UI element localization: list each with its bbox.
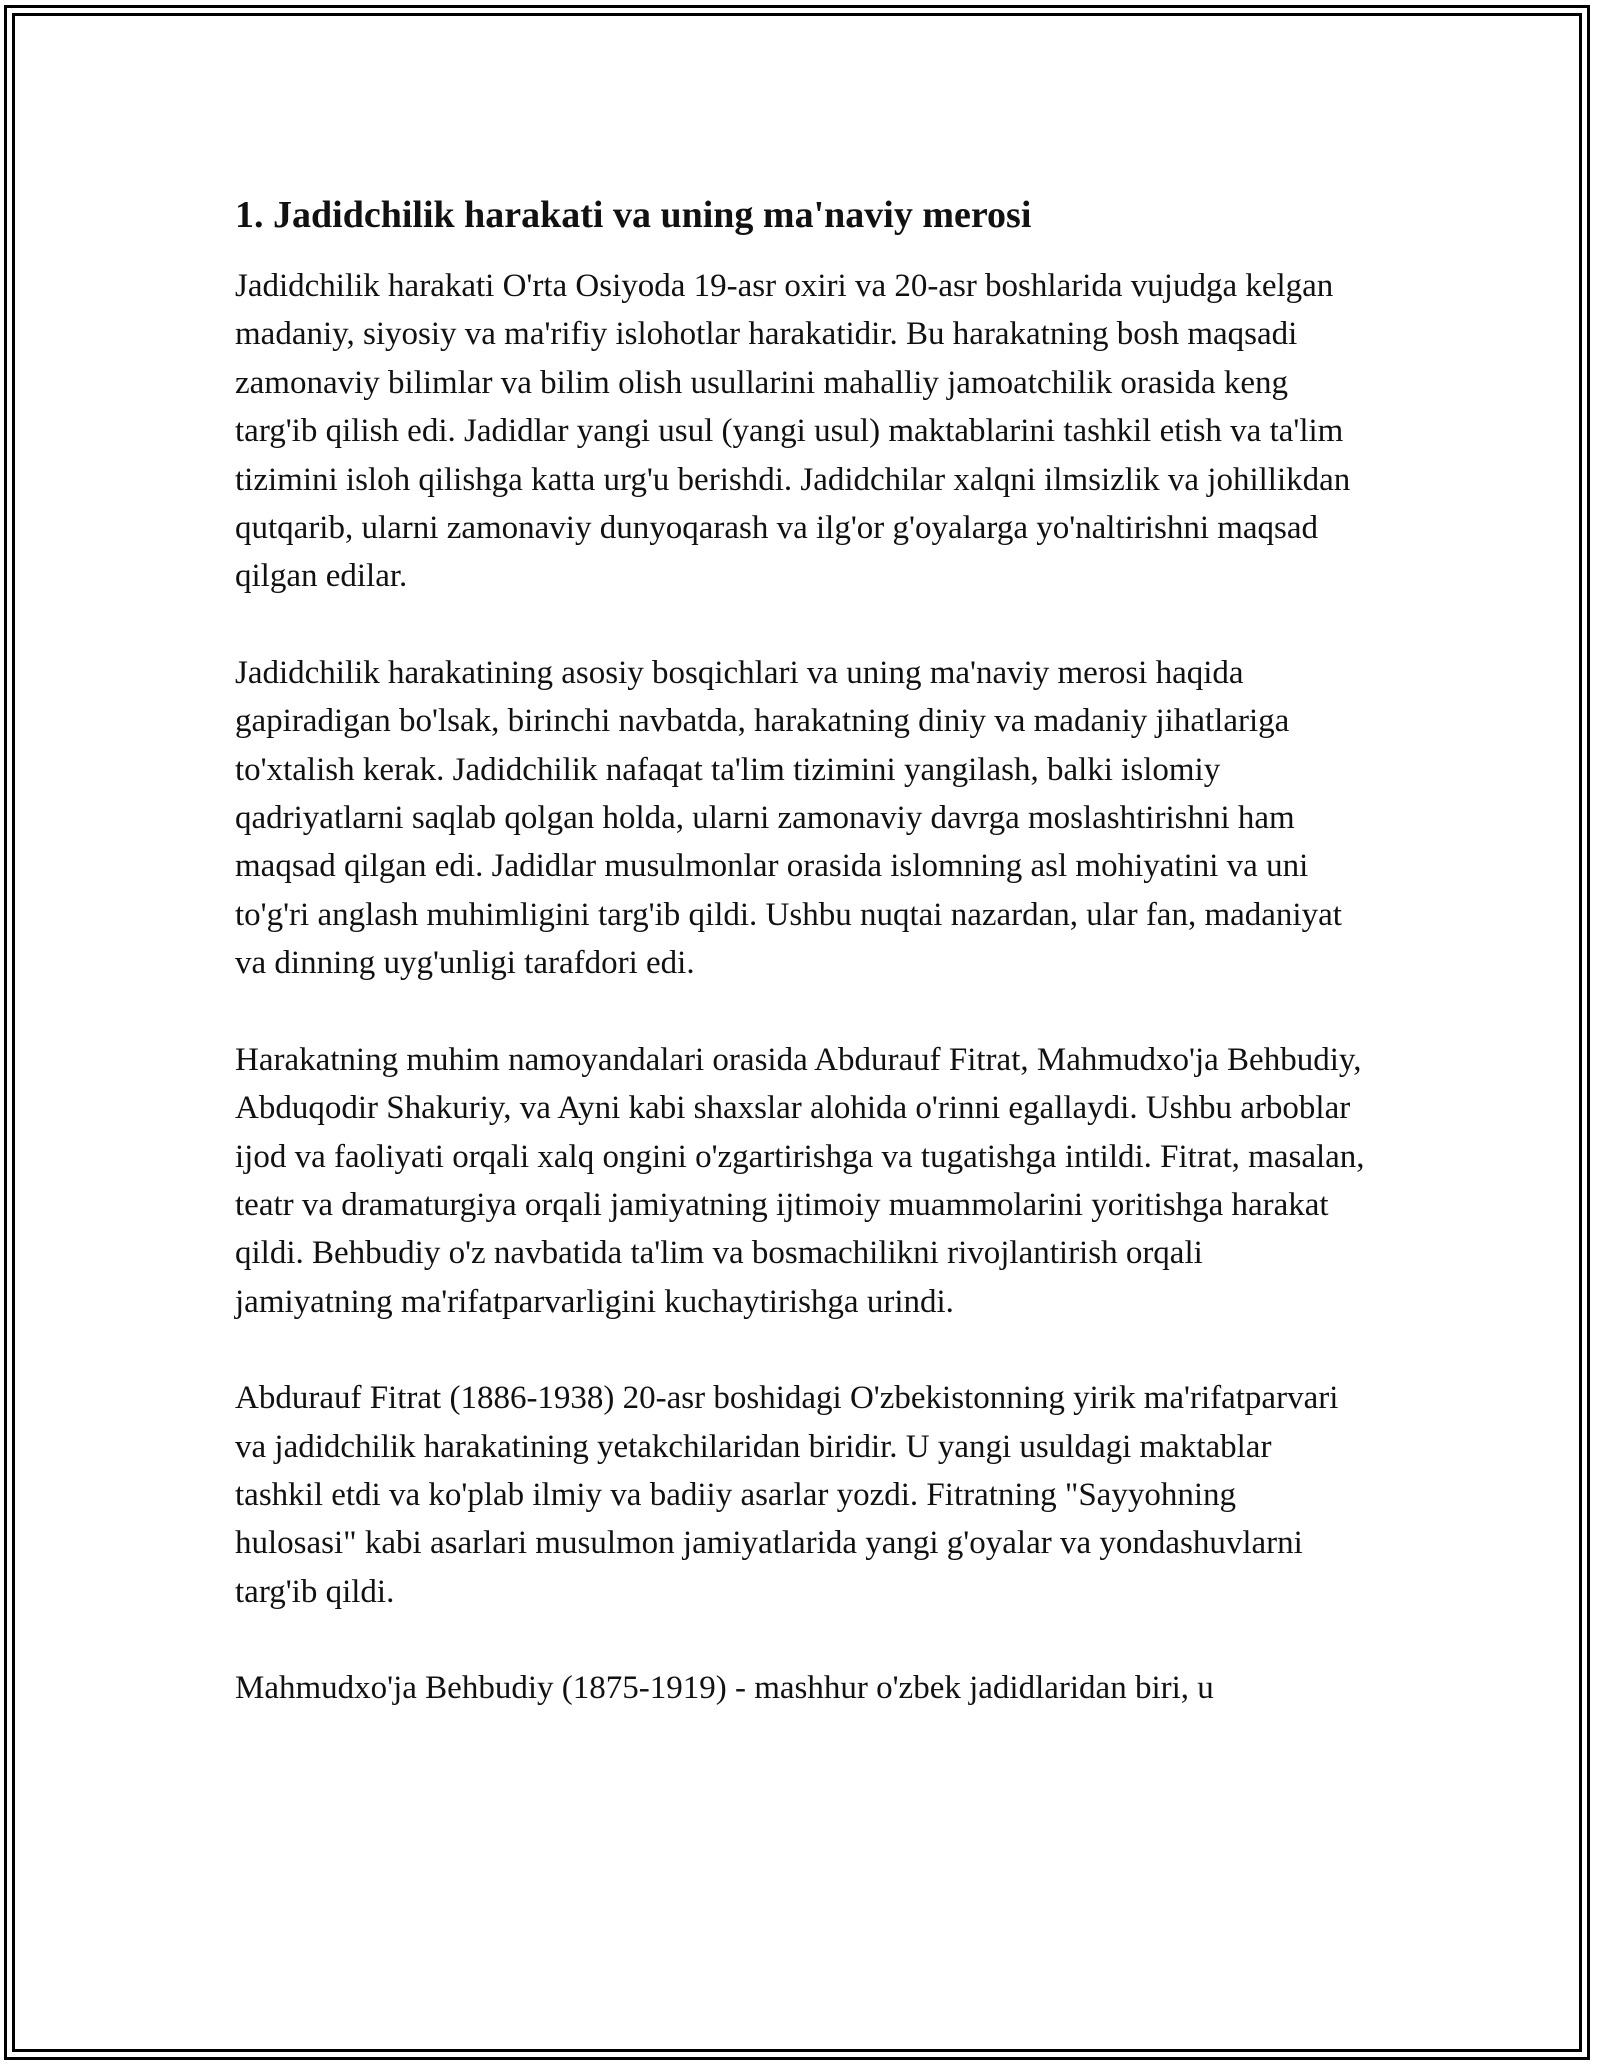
paragraph-intro: Jadidchilik harakati O'rta Osiyoda 19-asr oxiri va 20-asr boshlarida vujudga kelgan madaniy, siyosiy va ma'rifiy islohotlar harakatidir. Bu harakatning bosh maqsadi zamonaviy bilimlar va bilim olish usullarini mahalliy jamoatchilik orasida keng targ'ib qilish edi. Jadidlar yangi usul (yangi usul) maktablarini tashkil etish va ta'lim tizimini isloh qilishga katta urg'u berishdi. Jadidchilar xalqni ilmsizlik va johillikdan qutqarib, ularni zamonaviy dunyoqarash va ilg'or g'oyalarga yo'naltirishni maqsad qilgan edilar. xyxy=(235,268,1351,595)
paragraph-stages: Jadidchilik harakatining asosiy bosqichlari va uning ma'naviy merosi haqida gapiradigan bo'lsak, birinchi navbatda, harakatning diniy va madaniy jihatlariga to'xtalish kerak. Jadidchilik nafaqat ta'lim tizimini yangilash, balki islomiy qadriyatlarni saqlab qolgan holda, ularni zamonaviy davrga moslashtirishni ham maqsad qilgan edi. Jadidlar musulmonlar orasida islomning asl mohiyatini va uni to'g'ri anglash muhimligini targ'ib qildi. Ushbu nuqtai nazardan, ular fan, madaniyat va dinning uyg'unligi tarafdori edi. xyxy=(235,654,1342,982)
paragraph-figures: Harakatning muhim namoyandalari orasida Abdurauf Fitrat, Mahmudxo'ja Behbudiy, Abduqodir Shakuriy, va Ayni kabi shaxslar alohida o'rinni egallaydi. Ushbu arboblar ijod va faoliyati orqali xalq ongini o'zgartirishga va tugatishga intildi. Fitrat, masalan, teatr va dramaturgiya orqali jamiyatning ijtimoiy muammolarini yoritishga harakat qildi. Behbudiy o'z navbatida ta'lim va bosmachilikni rivojlantirish orqali jamiyatning ma'rifatparvarligini kuchaytirishga urindi. xyxy=(235,1041,1365,1320)
paragraph-fitrat: Abdurauf Fitrat (1886-1938) 20-asr boshidagi O'zbekistonning yirik ma'rifatparvari va jadidchilik harakatining yetakchilaridan biridir. U yangi usuldagi maktablar tashkil etdi va ko'plab ilmiy va badiiy asarlar yozdi. Fitratning "Sayyohning hulosasi" kabi asarlari musulmon jamiyatlarida yangi g'oyalar va yondashuvlarni targ'ib qildi. xyxy=(235,1380,1339,1610)
section-heading: 1. Jadidchilik harakati va uning ma'naviy merosi xyxy=(235,194,1032,236)
document-body xyxy=(235,188,1365,1761)
paragraph-behbudiy: Mahmudxo'ja Behbudiy (1875-1919) - mashhur o'zbek jadidlaridan biri, u xyxy=(235,1670,1214,1707)
